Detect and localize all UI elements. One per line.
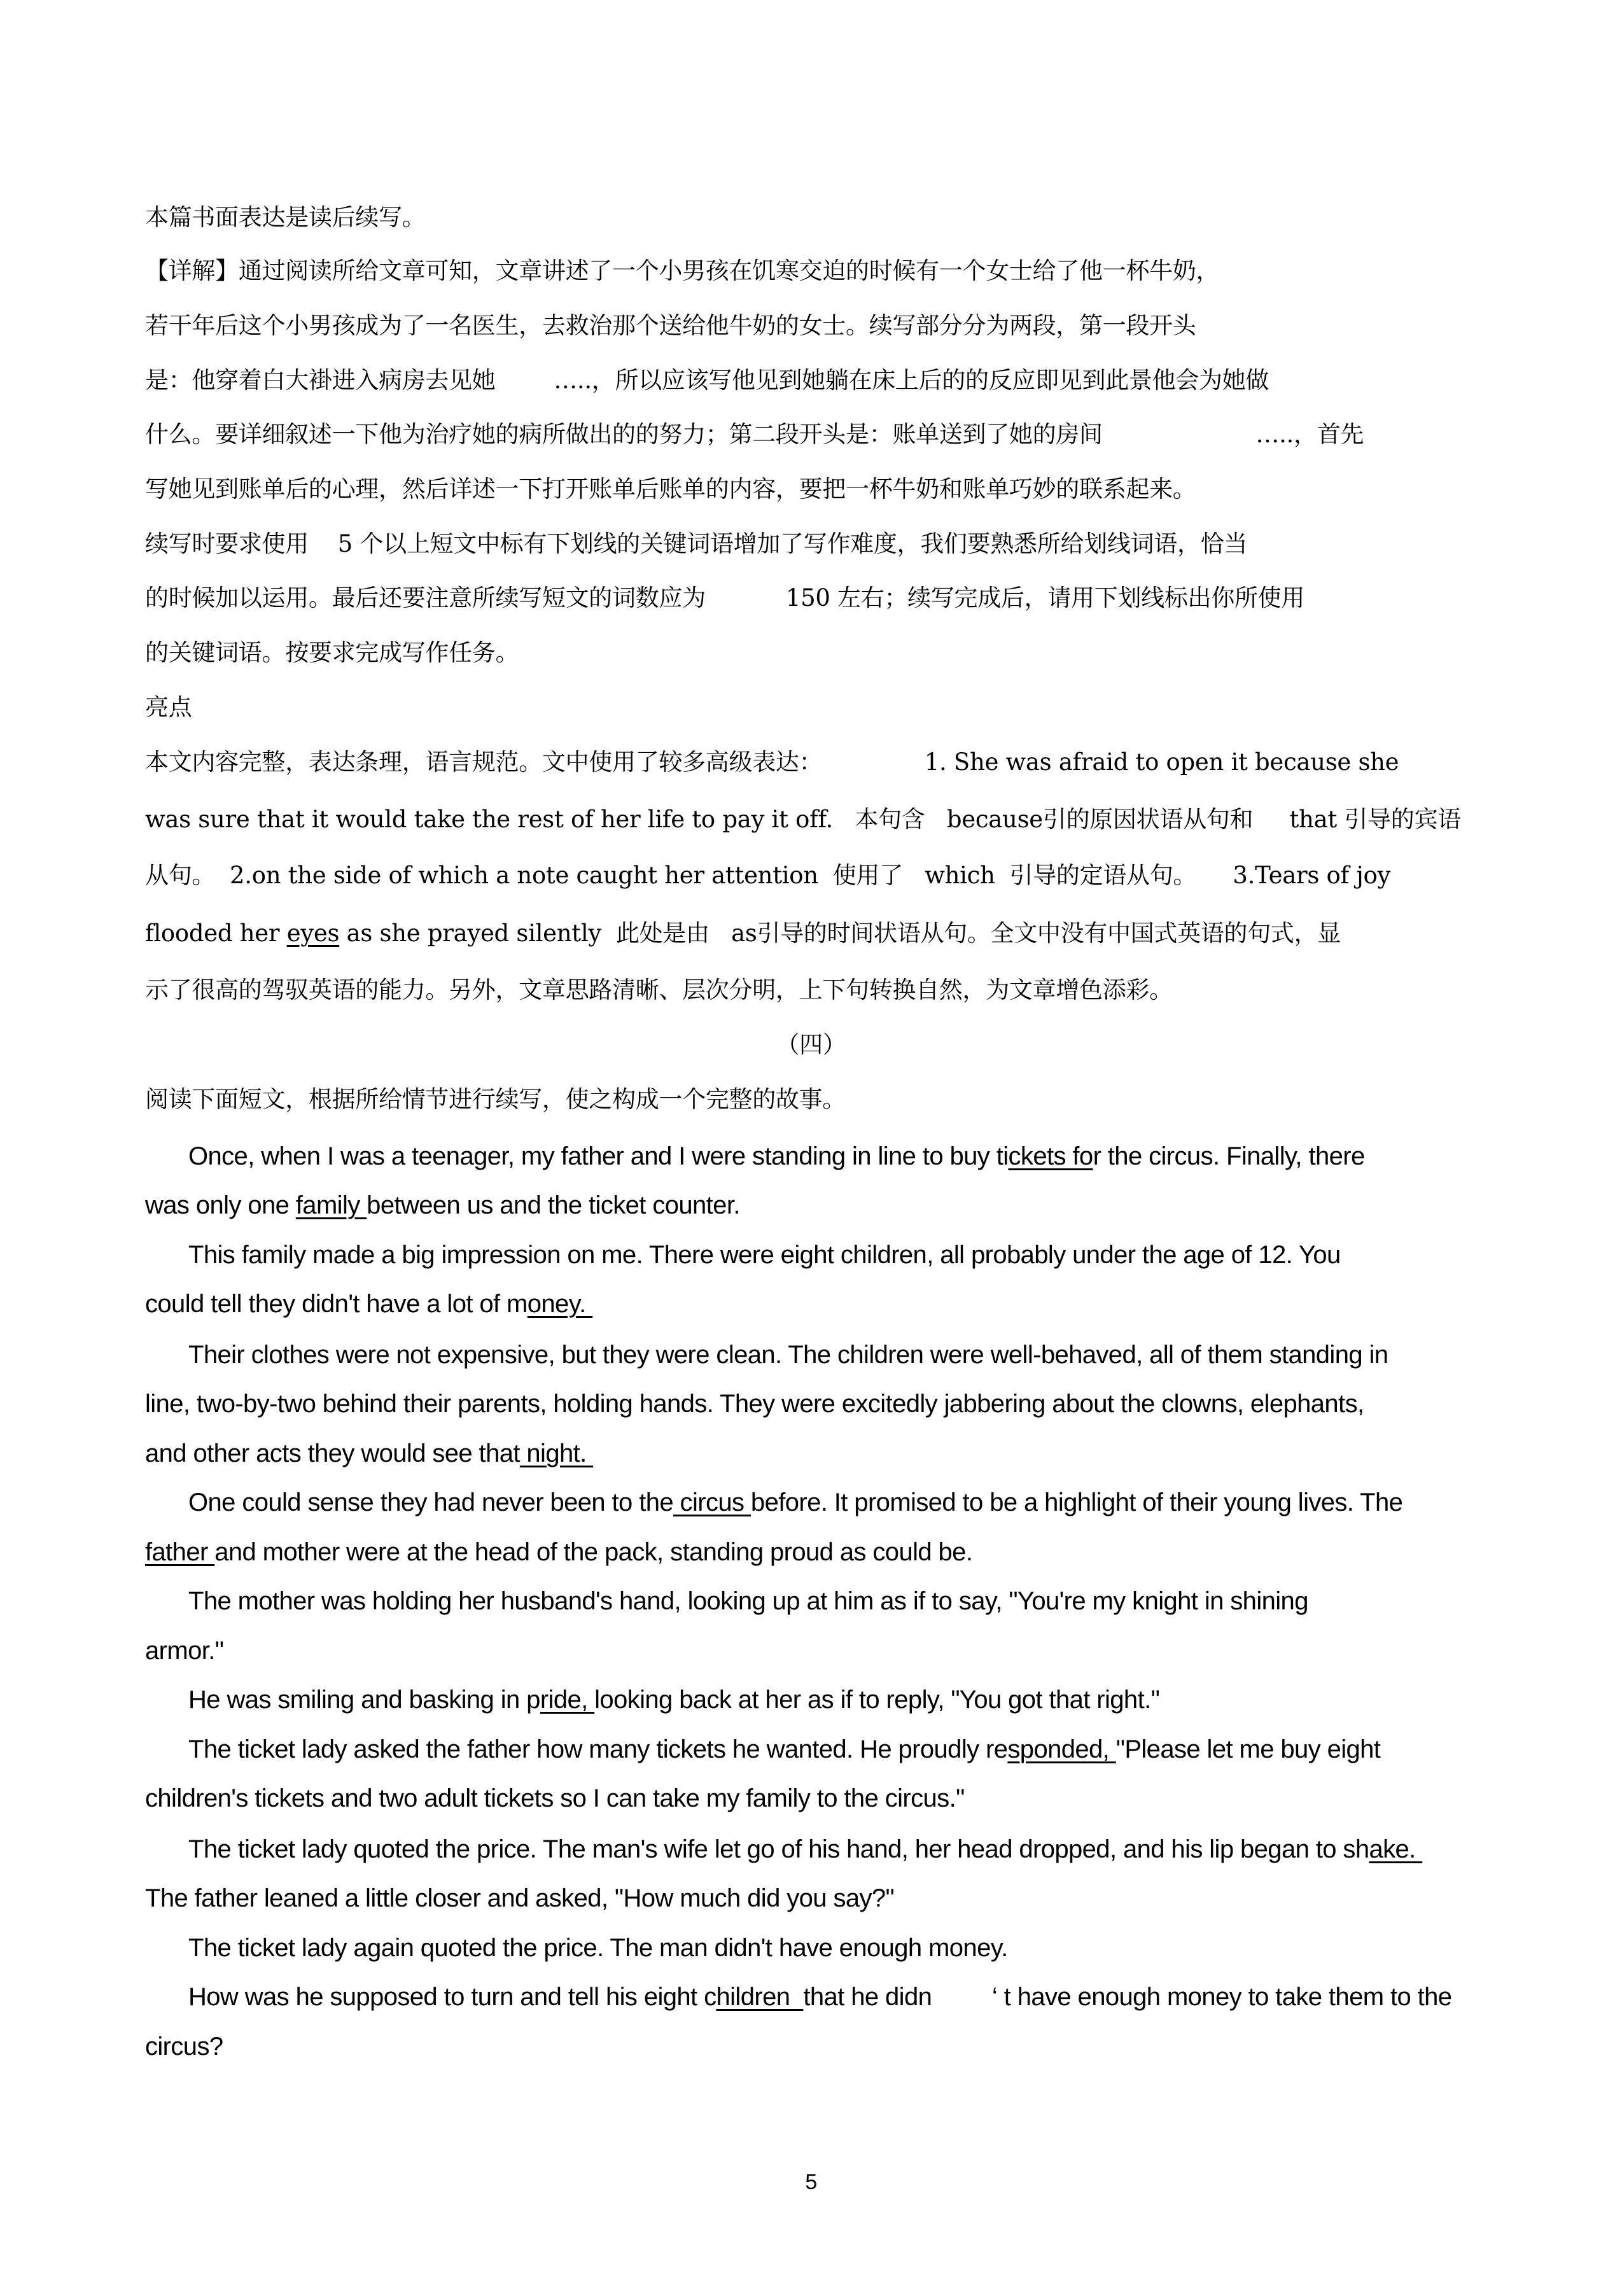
detail-label: 【详解】 — [145, 257, 239, 284]
analysis-detail-line-1: 【详解】通过阅读所给文章可知，文章讲述了一个小男孩在饥寒交迫的时候有一个女士给了他一杯牛奶， — [145, 257, 1220, 284]
keyword-underline: ake. — [1369, 1835, 1423, 1863]
keyword-underline: ckets fo — [1008, 1142, 1093, 1170]
passage-p4-line-1: One could sense they had never been to the circus before. It promised to be a highlight of their young lives. The — [188, 1488, 1403, 1516]
section-instruction: 阅读下面短文，根据所给情节进行续写，使之构成一个完整的故事。 — [145, 1086, 846, 1113]
analysis-detail-line-3: 是：他穿着白大褂进入病房去见她 …..，所以应该写他见到她躺在床上后的的反应即见到此景他会为她做 — [145, 367, 1269, 394]
keyword-underline: sponded, — [1007, 1735, 1116, 1763]
passage-p2-line-2: could tell they didn't have a lot of money. — [145, 1290, 593, 1318]
passage-p7-line-2: children's tickets and two adult tickets so I can take my family to the circus." — [145, 1784, 965, 1812]
highlight-line-1: 本文内容完整，表达条理，语言规范。文中使用了较多高级表达： 1. She was afraid to open it because she — [145, 748, 1399, 776]
page-number: 5 — [805, 2170, 817, 2194]
passage-p7-line-1: The ticket lady asked the father how many tickets he wanted. He proudly responded, "Please let me buy eight — [188, 1735, 1381, 1763]
keyword-underline: circus — [673, 1488, 751, 1516]
highlight-line-3: 从句。 2.on the side of which a note caught her attention 使用了 which 引导的定语从句。 3.Tears of joy — [145, 862, 1391, 889]
analysis-detail-line-6: 续写时要求使用 5 个以上短文中标有下划线的关键词语增加了写作难度，我们要熟悉所给划线词语，恰当 — [145, 530, 1248, 557]
passage-p8-line-1: The ticket lady quoted the price. The man's wife let go of his hand, her head dropped, and his lip began to shake. — [188, 1835, 1423, 1863]
keyword-underline: family — [295, 1191, 367, 1219]
passage-p9-line-1: The ticket lady again quoted the price. The man didn't have enough money. — [188, 1934, 1008, 1962]
analysis-detail-line-8: 的关键词语。按要求完成写作任务。 — [145, 639, 519, 666]
passage-p5-line-2: armor." — [145, 1637, 224, 1665]
analysis-detail-line-5: 写她见到账单后的心理，然后详述一下打开账单后账单的内容，要把一杯牛奶和账单巧妙的联系起来。 — [145, 475, 1196, 503]
passage-p6-line-1: He was smiling and basking in pride, looking back at her as if to reply, "You got that right." — [188, 1686, 1160, 1714]
passage-p4-line-2: father and mother were at the head of the pack, standing proud as could be. — [145, 1538, 973, 1566]
analysis-detail-line-2: 若干年后这个小男孩成为了一名医生，去救治那个送给他牛奶的女士。续写部分分为两段，第一段开头 — [145, 312, 1196, 339]
keyword-underline: eyes — [286, 920, 340, 947]
highlight-title: 亮点 — [145, 694, 192, 721]
passage-p8-line-2: The father leaned a little closer and asked, "How much did you say?" — [145, 1884, 895, 1912]
passage-p10-line-1: How was he supposed to turn and tell his eight children that he didn ‘ t have enough money to take them to the — [188, 1983, 1452, 2011]
section-number: （四） — [776, 1031, 846, 1058]
passage-p3-line-2: line, two-by-two behind their parents, holding hands. They were excitedly jabbering about the clowns, elephants, — [145, 1390, 1364, 1418]
passage-p10-line-2: circus? — [145, 2033, 223, 2061]
analysis-detail-line-4: 什么。要详细叙述一下他为治疗她的病所做出的的努力；第二段开头是：账单送到了她的房间 …..，首先 — [145, 421, 1364, 448]
highlight-line-4: flooded her eyes as she prayed silently 此处是由 as引导的时间状语从句。全文中没有中国式英语的句式，显 — [145, 920, 1341, 947]
passage-p2-line-1: This family made a big impression on me. There were eight children, all probably under the age of 12. You — [188, 1241, 1341, 1269]
analysis-intro: 本篇书面表达是读后续写。 — [145, 204, 426, 231]
keyword-underline: hildren — [716, 1983, 804, 2011]
keyword-underline: oney. — [527, 1290, 593, 1318]
highlight-line-5: 示了很高的驾驭英语的能力。另外，文章思路清晰、层次分明，上下句转换自然，为文章增色添彩。 — [145, 976, 1173, 1004]
keyword-underline: night. — [519, 1439, 594, 1467]
keyword-underline: father — [145, 1538, 215, 1566]
passage-p1-line-2: was only one family between us and the ticket counter. — [145, 1191, 740, 1219]
keyword-underline: ride, — [540, 1686, 595, 1714]
highlight-line-2: was sure that it would take the rest of her life to pay it off. 本句含 because引的原因状语从句和 that 引导的宾语 — [145, 806, 1461, 833]
passage-p3-line-3: and other acts they would see that night. — [145, 1439, 594, 1467]
passage-p3-line-1: Their clothes were not expensive, but they were clean. The children were well-behaved, all of them standing in — [188, 1341, 1388, 1369]
analysis-detail-line-7: 的时候加以运用。最后还要注意所续写短文的词数应为 150 左右；续写完成后，请用下划线标出你所使用 — [145, 584, 1305, 612]
passage-p1-line-1: Once, when I was a teenager, my father and I were standing in line to buy tickets for the circus. Finally, there — [188, 1142, 1365, 1170]
passage-p5-line-1: The mother was holding her husband's hand, looking up at him as if to say, "You're my knight in shining — [188, 1587, 1308, 1615]
